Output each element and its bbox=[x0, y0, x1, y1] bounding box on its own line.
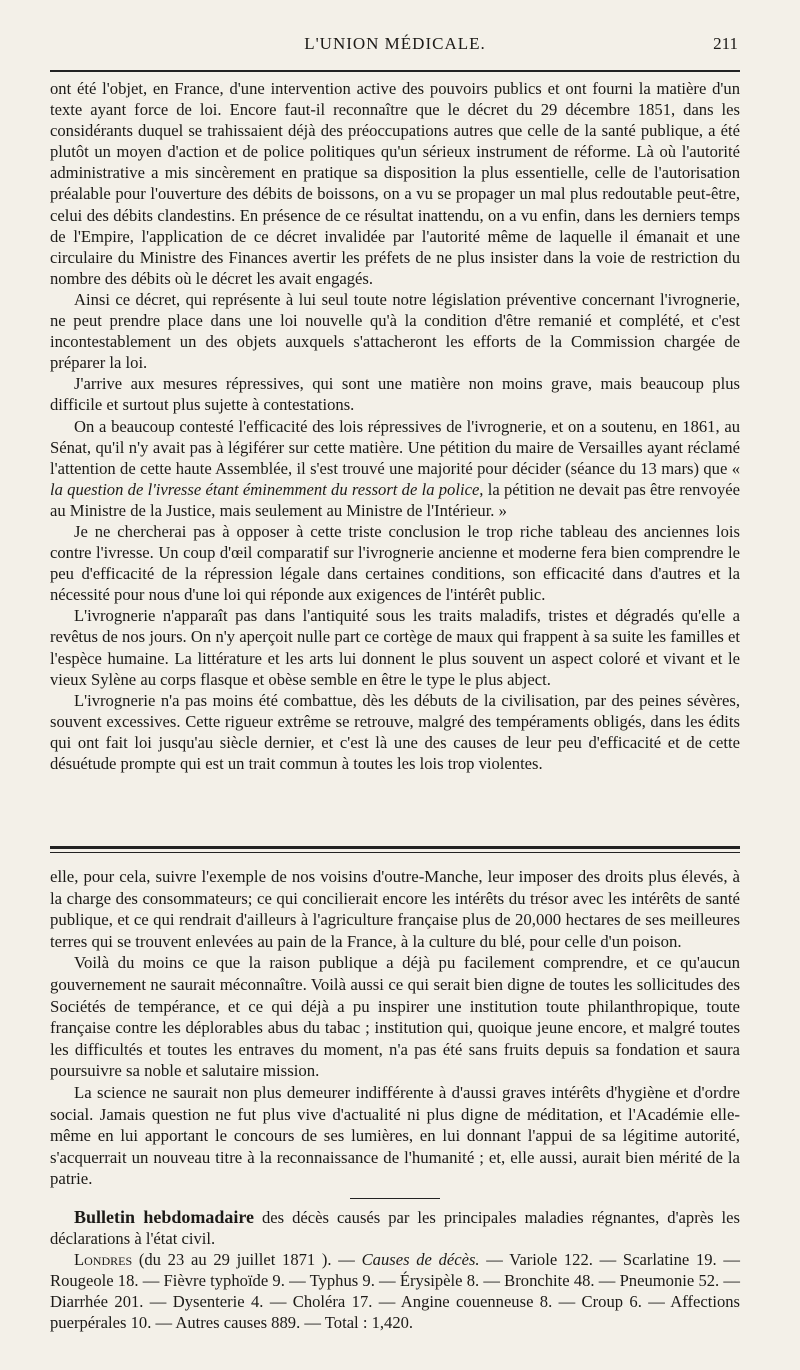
bulletin-stats bbox=[50, 1249, 740, 1333]
bulletin-heading: Bulletin hebdomadaire bbox=[74, 1207, 255, 1227]
journal-title: L'UNION MÉDICALE. bbox=[304, 34, 486, 53]
running-header bbox=[50, 28, 740, 58]
header-rule bbox=[50, 70, 740, 72]
paragraph-text: la pétition ne devait pas être renvoyée au Ministre de la Justice, mais seulement au Ministre de l'Intérieur. » bbox=[50, 479, 740, 520]
bulletin-city: Londres bbox=[74, 1250, 133, 1269]
paragraph: L'ivrognerie n'a pas moins été combattue, dès les débuts de la civilisation, par des peines sévères, souvent excessives. Cette rigueur extrême se retrouve, malgré des tempéraments obligés, dans les édits qui ont fait loi jusqu'au siècle dernier, et c'est là une des causes de leur peu d'efficacité et de cette désuétude prompte qui est un trait commun à toutes les lois trop violentes. bbox=[50, 690, 740, 773]
bulletin-intro-text: des décès causés par les principales maladies régnantes, d'après les déclarations à l'état civil. bbox=[50, 1208, 740, 1248]
paragraph: L'ivrognerie n'apparaît pas dans l'antiquité sous les traits maladifs, tristes et dégradés qu'elle a revêtus de nos jours. On n'y aperçoit nulle part ce cortège de maux qui frappent à sa suite les familles et l'espèce humaine. La littérature et les arts lui donnent le plus souvent un aspect coloré et vivant et le vieux Sylène au corps flasque et obèse semble en être le type le plus abject. bbox=[50, 606, 740, 689]
paragraph: ont été l'objet, en France, d'une intervention active des pouvoirs publics et ont fourni la matière d'un texte ayant force de loi. Encore faut-il reconnaître que le décret du 29 décembre 1851, dans les considérants duquel se trahissaient déjà des préoccupations autres que celle de la santé publique, a été plutôt un moyen d'action et de police politiques qu'un sérieux instrument de réforme. Là où l'autorité administrative a mis sincèrement en pratique sa disposition la plus essentielle, celle de l'autorisation préalable pour l'ouverture des débits de boissons, on a vu se propager un mal plus redoutable peut-être, celui des débits clandestins. En présence de ce résultat inattendu, on a vu enfin, dans les derniers temps de l'Empire, l'application de ce décret invalidée par l'autorité même de laquelle il émanait et une circulaire du Ministre des Finances avertir les préfets de ne plus insister dans la voie de restriction du nombre des débits où le décret les avait engagés. bbox=[50, 79, 740, 288]
article-column-bottom bbox=[50, 866, 740, 1190]
short-divider bbox=[350, 1198, 440, 1199]
page-number: 211 bbox=[713, 34, 738, 53]
bulletin-causes-label: Causes de décès. bbox=[361, 1250, 480, 1269]
bulletin-dates: (du 23 au 29 juillet 1871 ). — bbox=[132, 1250, 362, 1269]
paragraph-text: On a beaucoup contesté l'efficacité des lois répressives de l'ivrognerie, et on a soutenu, en 1861, au Sénat, qu'il n'y avait pas à légiférer sur cette matière. Une pétition du maire de Versailles ayant réclamé l'attention de cette haute Assemblée, il s'est trouvé une majorité pour décider (séance du 13 mars) que « bbox=[50, 416, 740, 478]
paragraph: Voilà du moins ce que la raison publique a déjà pu facilement comprendre, et ce qu'aucun gouvernement ne saurait méconnaître. Voilà aussi ce qui serait bien digne de toutes les sollicitudes des Sociétés de tempérance, et ce qui déjà a pu inspirer une institution toute philanthropique, toute française contre les déplorables abus du tabac ; institution qui, quoique jeune encore, et malgré toutes les difficultés et toutes les entraves du moment, n'a pas été sans fruits depuis sa fondation et saura poursuivre sa noble et salutaire mission. bbox=[50, 953, 740, 1081]
italic-quote: la question de l'ivresse étant éminemment du ressort de la police, bbox=[50, 479, 484, 499]
paragraph bbox=[50, 416, 740, 521]
bulletin-stats-text: — Variole 122. — Scarlatine 19. — Rougeole 18. — Fièvre typhoïde 9. — Typhus 9. — Érysipèle 8. — Bronchite 48. — Pneumonie 52. — Diarrhée 201. — Dysenterie 4. — Choléra 17. — Angine couenneuse 8. — Croup 6. — Affections puerpérales 10. — Autres causes 889. — Total : 1,420. bbox=[50, 1250, 740, 1332]
paragraph: La science ne saurait non plus demeurer indifférente à d'aussi graves intérêts d'hygiène et d'ordre social. Jamais question ne fut plus vive d'actualité ni plus digne de méditation, et l'Académie elle-même en lui apportant le concours de ses lumières, en lui donnant l'appui de sa légitime autorité, s'acquerrait un nouveau titre à la reconnaissance de l'humanité ; et, elle aussi, aurait bien mérité de la patrie. bbox=[50, 1082, 740, 1189]
paragraph: elle, pour cela, suivre l'exemple de nos voisins d'outre-Manche, leur imposer des droits plus élevés, à la charge des consommateurs; ce qui concilierait encore les intérêts du trésor avec les intérêts de santé publique, et ce qui rendrait d'ailleurs à l'agriculture française plus de 20,000 hectares de ses meilleures terres qui se trouvent enlevées au pain de la France, à la culture du blé, pour celle d'un poison. bbox=[50, 867, 740, 951]
article-column-top bbox=[50, 78, 740, 774]
page bbox=[50, 0, 740, 1370]
weekly-bulletin bbox=[50, 1207, 740, 1333]
bulletin-intro bbox=[50, 1207, 740, 1249]
section-divider bbox=[50, 846, 740, 853]
paragraph: Ainsi ce décret, qui représente à lui seul toute notre législation préventive concernant l'ivrognerie, ne peut prendre place dans une loi nouvelle qu'à la condition d'être remanié et complété, et c'est incontestablement un des objets auxquels s'attacheront les efforts de la Commission chargée de préparer la loi. bbox=[50, 289, 740, 373]
paragraph: J'arrive aux mesures répressives, qui sont une matière non moins grave, mais beaucoup plus difficile et surtout plus sujette à contestations. bbox=[50, 374, 740, 415]
paragraph: Je ne chercherai pas à opposer à cette triste conclusion le trop riche tableau des anciennes lois contre l'ivresse. Un coup d'œil comparatif sur l'ivrognerie ancienne et moderne fera bien comprendre le peu d'efficacité de la répression légale dans certaines conditions, son efficacité dans d'autres et la nécessité pour nous d'une loi qui réponde aux exigences de l'intérêt public. bbox=[50, 521, 740, 605]
